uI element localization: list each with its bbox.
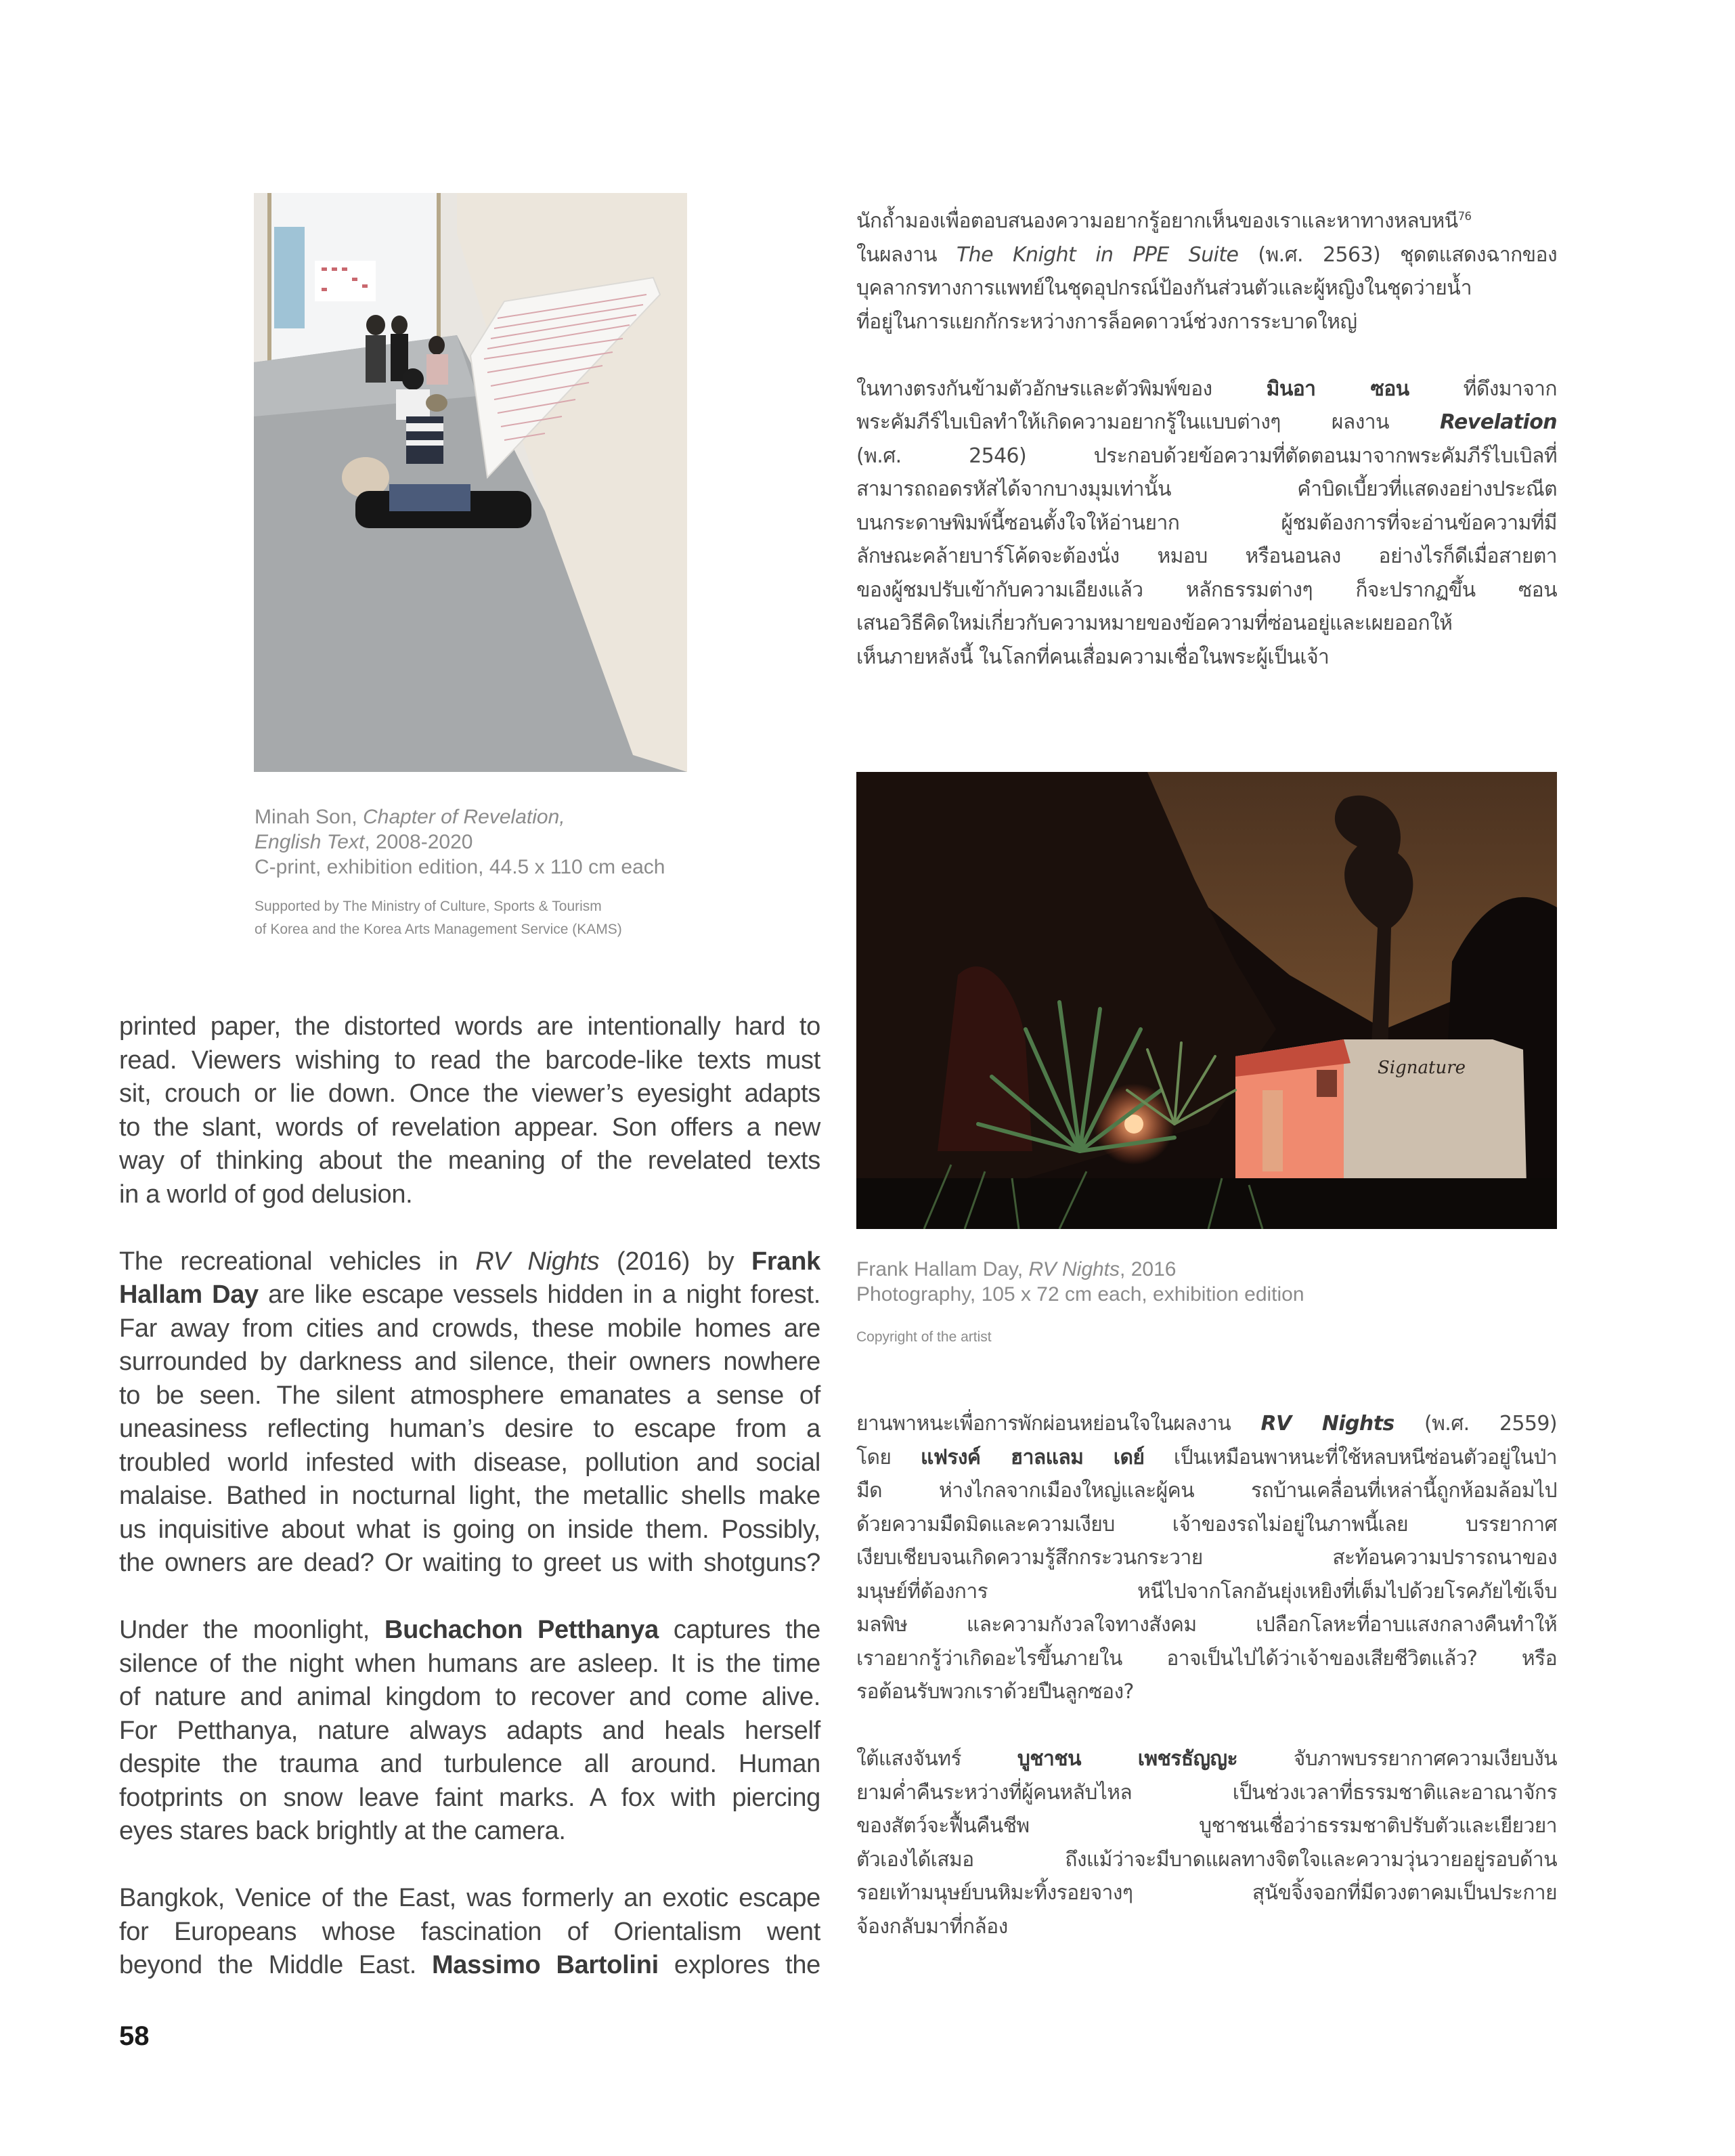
caption-line-2: English Text, 2008-2020 bbox=[255, 831, 473, 853]
thai-paragraph: นักถ้ำมองเพื่อตอบสนองความอยากรู้อยากเห็นของเราและหาทางหลบหนี$^{76}$ ในผลงาน The Knight in PPE Suite (พ.ศ. 2563) ชุดตแสดงฉากของ บุคลากรทางการแพทย์ในชุดอุปกรณ์ป้องกันส่วนตัวและผู้หญิงในชุดว่ายน้ำ ที่อยู่ในการแยกกักระหว่างการล็อคดาวน์ช่วงการระบาดใหญ่ bbox=[856, 209, 1558, 334]
artwork-title: Revelation bbox=[1440, 410, 1557, 434]
artist-name: มินอา ซอน bbox=[1266, 376, 1409, 401]
english-paragraph: printed paper, the distorted words are intentionally hard to read. Viewers wishing to read the barcode-like texts must sit, crouch or lie down. Once the viewer’s eyesight adapts to the slant, words of revelation appear. Son offers a new way of thinking about the meaning of the revelated texts in a world of god delusion. bbox=[119, 1012, 820, 1209]
artist-name: แฟรงค์ ฮาลแลม เดย์ bbox=[920, 1445, 1145, 1469]
caption-medium: Photography, 105 x 72 cm each, exhibition edition bbox=[856, 1283, 1304, 1306]
artwork-title: RV Nights bbox=[1260, 1412, 1394, 1436]
page-number: 58 bbox=[119, 2021, 150, 2051]
rv-nights-photo bbox=[856, 772, 1557, 1229]
figure-credit-minah-son: Supported by The Ministry of Culture, Sports & Tourism of Korea and the Korea Arts Management Service (KAMS) bbox=[255, 899, 622, 937]
caption-medium: C-print, exhibition edition, 44.5 x 110 cm each bbox=[255, 856, 665, 878]
artist-name: Frank bbox=[751, 1247, 820, 1276]
thai-column-top bbox=[856, 204, 1557, 674]
minah-son-photo bbox=[254, 193, 687, 772]
gallery-scene-illustration bbox=[254, 193, 687, 772]
artist-name: Massimo Bartolini bbox=[431, 1951, 659, 1979]
thai-paragraph: ใต้แสงจันทร์ บูชาชน เพชรธัญญะ จับภาพบรรยากาศความเงียบงัน ยามค่ำคืนระหว่างที่ผู้คนหลับไหล เป็นช่วงเวลาที่ธรรมชาติและอาณาจักร ของสัตว์จะฟื้นคืนชีพ บูชาชนเชื่อว่าธรรมชาติปรับตัวและเยียวยา ตัวเองได้เสมอ ถึงแม้ว่าจะมีบาดแผลทางจิตใจและความวุ่นวายอยู่รอบด้าน รอยเท้ามนุษย์บนหิมะทิ้งรอยจางๆ สุนัขจิ้งจอกที่มีดวงตาคมเป็นประกาย จ้องกลับมาที่กล้อง bbox=[856, 1747, 1557, 1939]
figure-caption-minah-son bbox=[255, 804, 728, 880]
english-paragraph: Bangkok, Venice of the East, was formerly an exotic escape for Europeans whose fascination of Orientalism went beyond the Middle East. Massimo Bartolini explores the bbox=[119, 1884, 820, 1979]
caption-line-1: Frank Hallam Day, RV Nights, 2016 bbox=[856, 1258, 1177, 1280]
artist-name: Buchachon Petthanya bbox=[384, 1616, 659, 1644]
rv-signature-label: Signature bbox=[1378, 1058, 1466, 1078]
footnote-marker[interactable]: 76 bbox=[1457, 210, 1472, 223]
english-paragraph: Under the moonlight, Buchachon Petthanya captures the silence of the night when humans are asleep. It is the time of nature and animal kingdom to recover and come alive. For Petthanya, nature always adapts and heals herself despite the trauma and turbulence all around. Human footprints on snow leave faint marks. A fox with piercing eyes stares back brightly at the camera. bbox=[119, 1616, 820, 1845]
artwork-title: The Knight in PPE Suite bbox=[956, 242, 1239, 267]
thai-paragraph: ในทางตรงกันข้ามตัวอักษรและตัวพิมพ์ของ มินอา ซอน ที่ดึงมาจาก พระคัมภีร์ไบเบิลทำให้เกิดความอยากรู้ในแบบต่างๆ ผลงาน Revelation (พ.ศ. 2546) ประกอบด้วยข้อความที่ตัดตอนมาจากพระคัมภีร์ไบเบิลที่ สามารถถอดรหัสได้จากบางมุมเท่านั้น คำบิดเบี้ยวที่แสดงอย่างประณีต บนกระดาษพิมพ์นี้ซอนตั้งใจให้อ่านยาก ผู้ชมต้องการที่จะอ่านข้อความที่มี ลักษณะคล้ายบาร์โค้ดจะต้องนั่ง หมอบ หรือนอนลง อย่างไรก็ดีเมื่อสายตา ของผู้ชมปรับเข้ากับความเอียงแล้ว หลักธรรมต่างๆ ก็จะปรากฏขึ้น ซอน เสนอวิธีคิดใหม่เกี่ยวกับความหมายของข้อความที่ซ่อนอยู่และเผยออกให้ เห็นภายหลังนี้ ในโลกที่คนเสื่อมความเชื่อในพระผู้เป็นเจ้า bbox=[856, 376, 1557, 669]
artist-name: Hallam Day bbox=[119, 1280, 259, 1309]
figure-caption-rv-nights bbox=[856, 1257, 1557, 1307]
english-paragraph: The recreational vehicles in RV Nights (2016) by Frank Hallam Day are like escape vessels hidden in a night forest. Far away from cities and crowds, these mobile homes are surrounded by darkness and silence, their owners nowhere to be seen. The silent atmosphere emanates a sense of uneasiness reflecting human’s desire to escape from a troubled world infested with disease, pollution and social malaise. Bathed in nocturnal light, the metallic shells make us inquisitive about what is going on inside them. Possibly, the owners are dead? Or waiting to greet us with shotguns? bbox=[119, 1247, 820, 1577]
artwork-title: RV Nights bbox=[475, 1247, 600, 1276]
english-column bbox=[119, 1010, 820, 1983]
thai-paragraph: ยานพาหนะเพื่อการพักผ่อนหย่อนใจในผลงาน RV Nights (พ.ศ. 2559) โดย แฟรงค์ ฮาลแลม เดย์ เป็นเหมือนพาหนะที่ใช้หลบหนีซ่อนตัวอยู่ในป่า มืด ห่างไกลจากเมืองใหญ่และผู้คน รถบ้านเคลื่อนที่เหล่านี้ถูกห้อมล้อมไป ด้วยความมืดมิดและความเงียบ เจ้าของรถไม่อยู่ในภาพนี้เลย บรรยากาศ เงียบเชียบจนเกิดความรู้สึกกระวนกระวาย สะท้อนความปรารถนาของ มนุษย์ที่ต้องการ หนีไปจากโลกอันยุ่งเหยิงที่เต็มไปด้วยโรคภัยไข้เจ็บ มลพิษ และความกังวลใจทางสังคม เปลือกโลหะที่อาบแสงกลางคืนทำให้ เราอยากรู้ว่าเกิดอะไรขึ้นภายใน อาจเป็นไปได้ว่าเจ้าของเสียชีวิตแล้ว? หรือ รอต้อนรับพวกเราด้วยปืนลูกซอง? bbox=[856, 1412, 1557, 1704]
rv-night-scene-illustration bbox=[856, 772, 1557, 1229]
artist-name: บูชาชน เพชรธัญญะ bbox=[1017, 1747, 1237, 1771]
figure-credit-rv-nights: Copyright of the artist bbox=[856, 1329, 992, 1345]
thai-column-bottom bbox=[856, 1407, 1557, 1943]
caption-line-1: Minah Son, Chapter of Revelation, bbox=[255, 806, 565, 828]
